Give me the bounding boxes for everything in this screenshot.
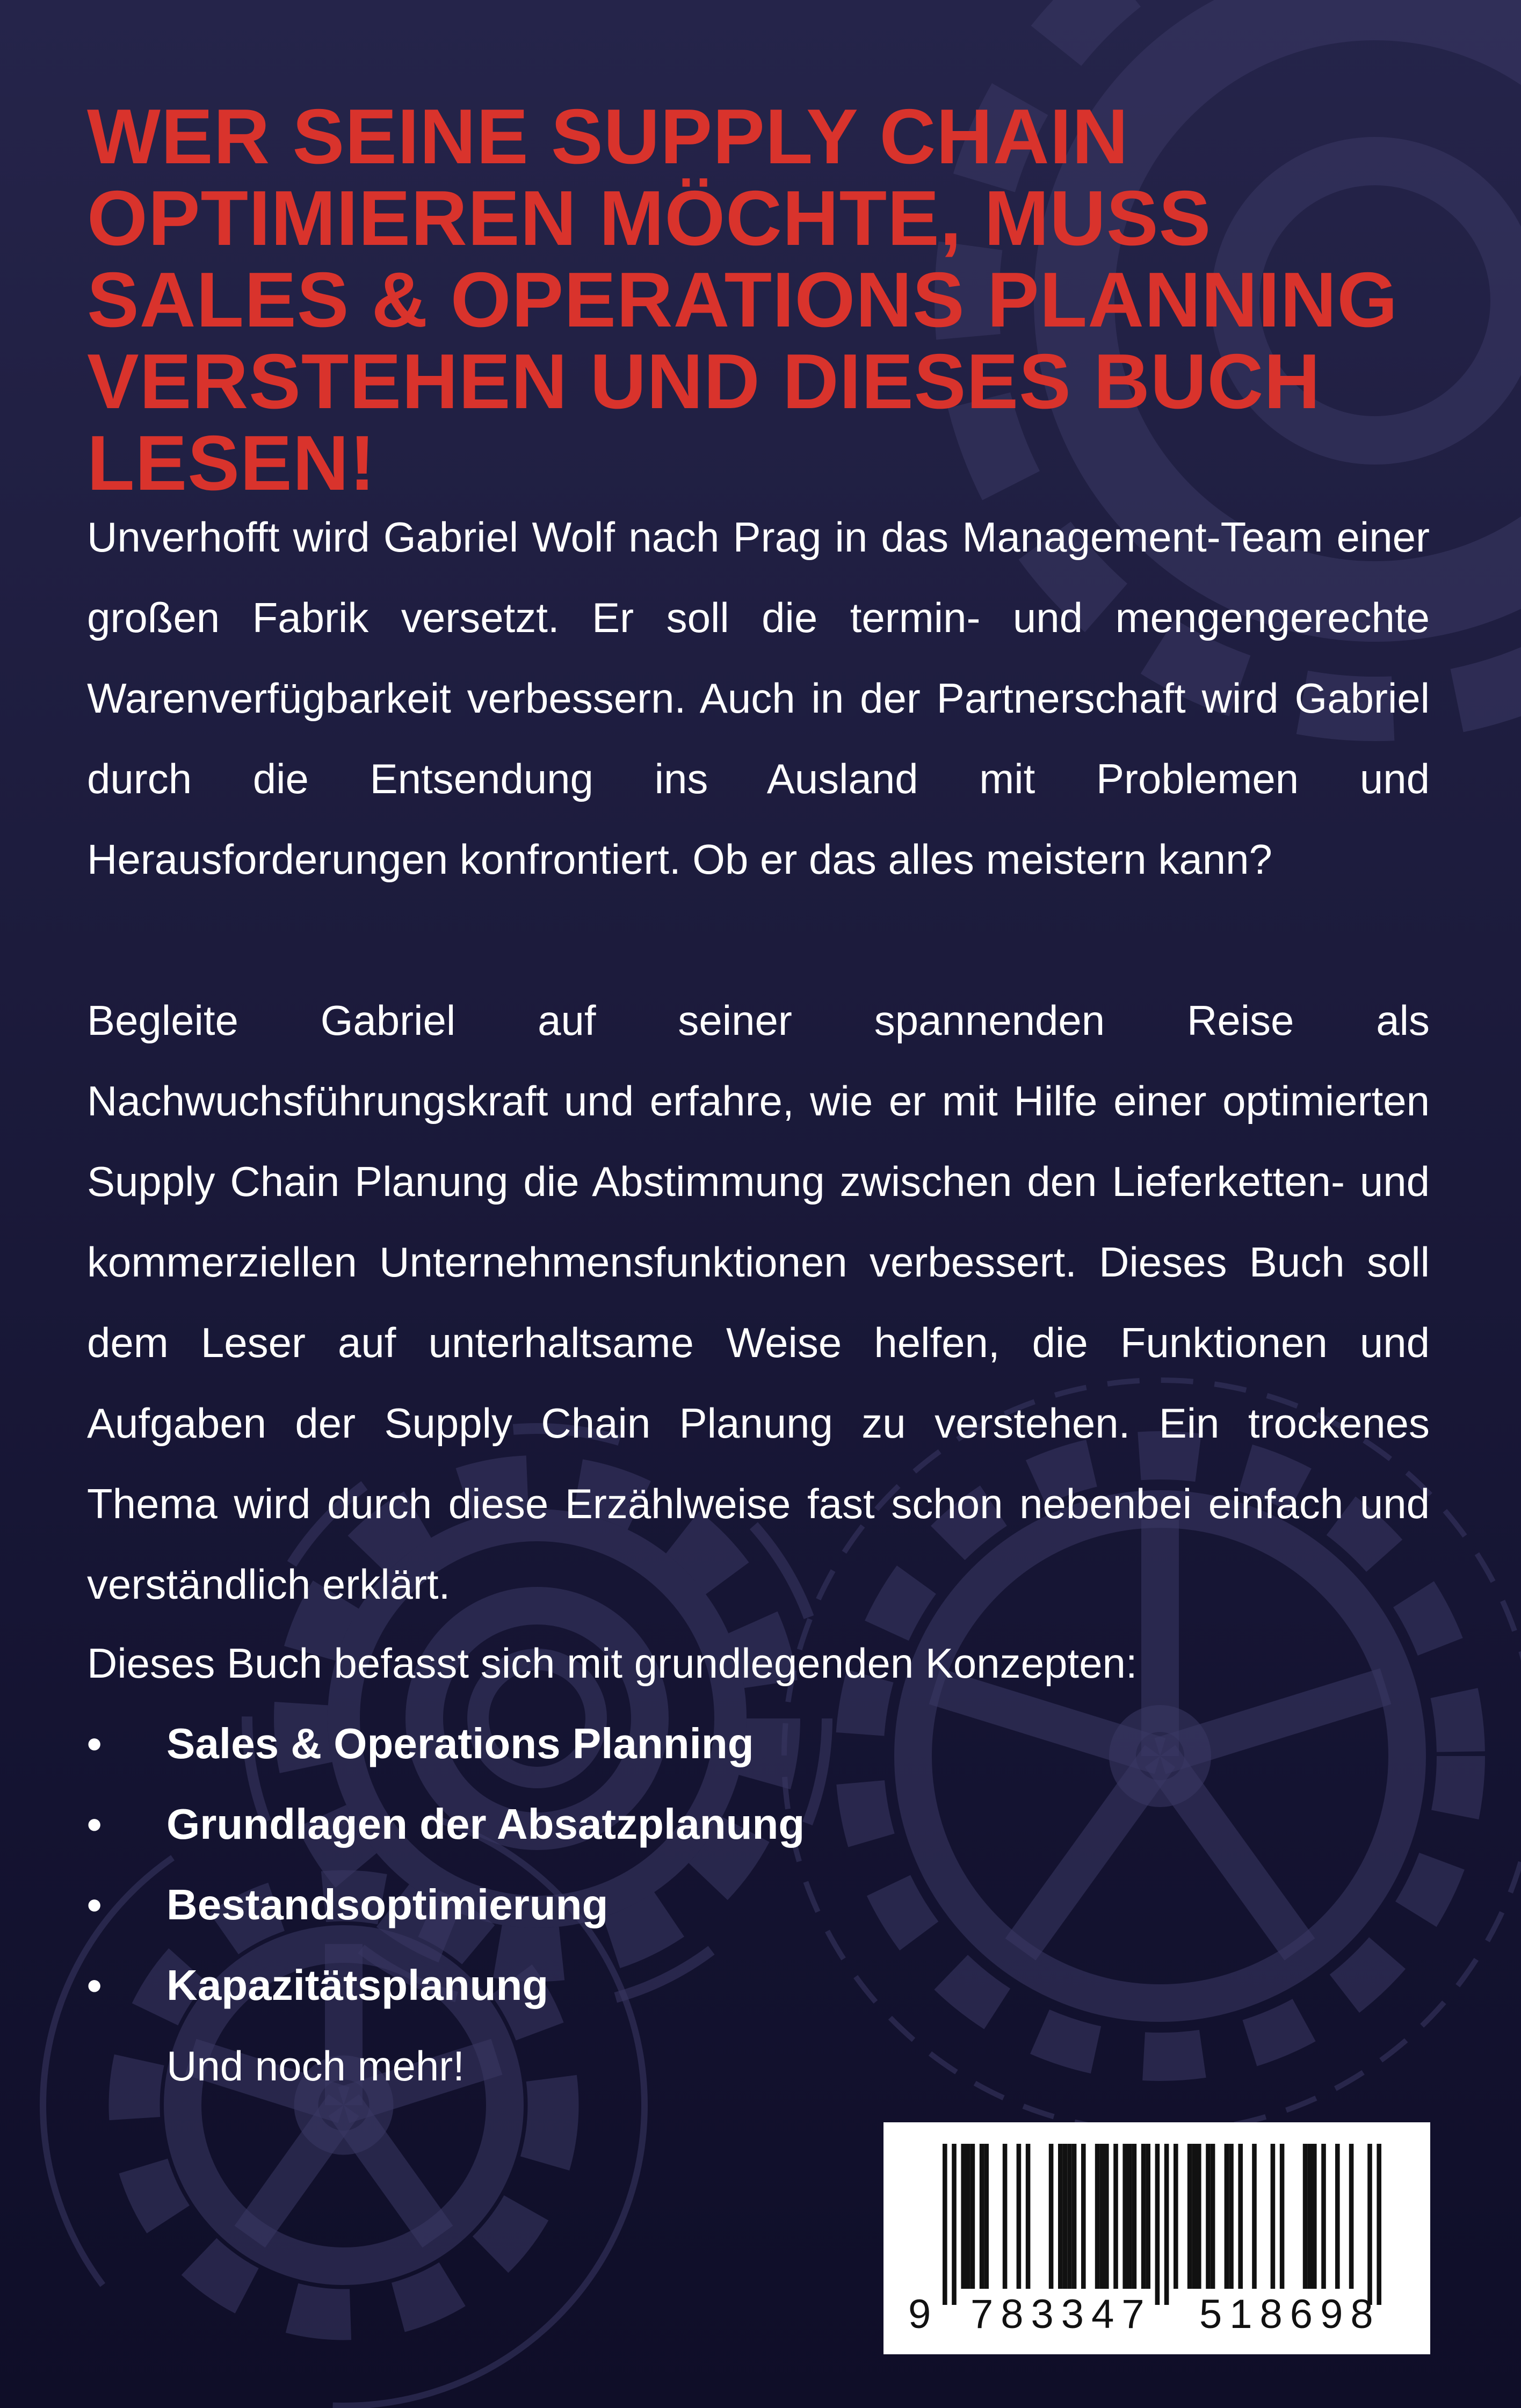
list-item-label: Kapazitätsplanung — [166, 1961, 549, 2009]
barcode-right-digits: 518698 — [1199, 2291, 1381, 2337]
barcode-bar — [1132, 2144, 1137, 2289]
barcode-bar — [1192, 2144, 1197, 2289]
list-item-label: Bestandsoptimierung — [166, 1881, 609, 1928]
barcode-bar — [1206, 2144, 1211, 2289]
barcode-bar — [1367, 2144, 1372, 2305]
barcode-bar — [952, 2144, 957, 2305]
list-item-label: Grundlagen der Absatzplanung — [166, 1800, 805, 1848]
barcode-bar — [1164, 2144, 1169, 2305]
barcode-bar — [1017, 2144, 1022, 2289]
list-item-label: Sales & Operations Planning — [166, 1720, 754, 1767]
barcode-bar — [1307, 2144, 1312, 2289]
barcode-bar — [1099, 2144, 1104, 2289]
barcode-bar — [1197, 2144, 1201, 2289]
description-paragraph-2: Begleite Gabriel auf seiner spannenden Reise als Nachwuchsführungskraft und erfahre, wie er mit Hilfe einer optimierten Supply Chain Planung die Abstimmung zwischen den Lieferketten- und kommerziellen Unternehmensfunktionen verbessert. Dieses Buch soll dem Leser auf unterhaltsame Weise helfen, die Funktionen und Aufgaben der Supply Chain Planung zu verstehen. Ein trockenes Thema wird durch diese Erzählweise fast schon nebenbei einfach und verständlich erklärt. — [87, 997, 1430, 1608]
description-paragraph-1: Unverhofft wird Gabriel Wolf nach Prag in das Management-Team einer großen Fabrik versetzt. Er soll die termin- und mengengerechte Warenverfügbarkeit verbessern. Auch in der Partnerschaft wird Gabriel durch die Entsendung ins Ausland mit Problemen und Herausforderungen konfrontiert. Ob er das alles meistern kann? — [87, 513, 1430, 883]
barcode-bar — [970, 2144, 975, 2289]
barcode-bar — [1026, 2144, 1031, 2289]
barcode-bar — [1280, 2144, 1285, 2289]
barcode-bar — [1146, 2144, 1150, 2289]
barcode-bar — [1252, 2144, 1257, 2289]
barcode-bar — [1067, 2144, 1072, 2289]
barcode-bar — [1303, 2144, 1308, 2289]
barcode-bar — [1211, 2144, 1215, 2289]
barcode-bar — [1063, 2144, 1068, 2289]
barcode-bar — [1187, 2144, 1192, 2289]
concepts-closing: Und noch mehr! — [166, 2042, 465, 2090]
barcode-bar — [1095, 2144, 1100, 2289]
barcode-bar — [1225, 2144, 1229, 2289]
barcode-left-digits: 783347 — [970, 2291, 1152, 2337]
barcode-bar — [1238, 2144, 1243, 2289]
barcode-bar — [1335, 2144, 1340, 2289]
bullet-icon: • — [87, 1801, 102, 1848]
barcode-bar — [1155, 2144, 1160, 2305]
barcode-first-digit: 9 — [908, 2291, 931, 2337]
barcode-bar — [1049, 2144, 1054, 2289]
barcode-bar — [980, 2144, 984, 2289]
barcode-bar — [1312, 2144, 1317, 2289]
barcode-bar — [1349, 2144, 1354, 2289]
barcode-bar — [1271, 2144, 1276, 2289]
barcode-bar — [1174, 2144, 1178, 2289]
barcode-bar — [1072, 2144, 1077, 2289]
headline: WER SEINE SUPPLY CHAIN OPTIMIEREN MÖCHTE, MUSS SALES & OPERATIONS PLANNING VERSTEHEN UND DIESES BUCH LESEN! — [87, 93, 1399, 506]
barcode-bar — [1058, 2144, 1063, 2289]
barcode-bar — [1141, 2144, 1146, 2289]
barcode-bar — [1113, 2144, 1118, 2289]
barcode-bar — [1377, 2144, 1381, 2305]
barcode-bar — [1081, 2144, 1086, 2289]
barcode-bar — [943, 2144, 947, 2305]
barcode-bar — [984, 2144, 989, 2289]
barcode-bar — [1104, 2144, 1109, 2289]
barcode-bar — [1229, 2144, 1234, 2289]
bullet-icon: • — [87, 1720, 102, 1767]
concepts-intro: Dieses Buch befasst sich mit grundlegenden Konzepten: — [87, 1640, 1138, 1687]
barcode-bar — [1127, 2144, 1132, 2289]
barcode-bar — [1321, 2144, 1326, 2289]
barcode-bar — [966, 2144, 970, 2289]
isbn-barcode — [883, 2122, 1430, 2354]
barcode-bar — [1122, 2144, 1127, 2289]
barcode-bar — [1003, 2144, 1008, 2289]
bullet-icon: • — [87, 1881, 102, 1928]
barcode-bar — [961, 2144, 966, 2289]
bullet-icon: • — [87, 1962, 102, 2009]
